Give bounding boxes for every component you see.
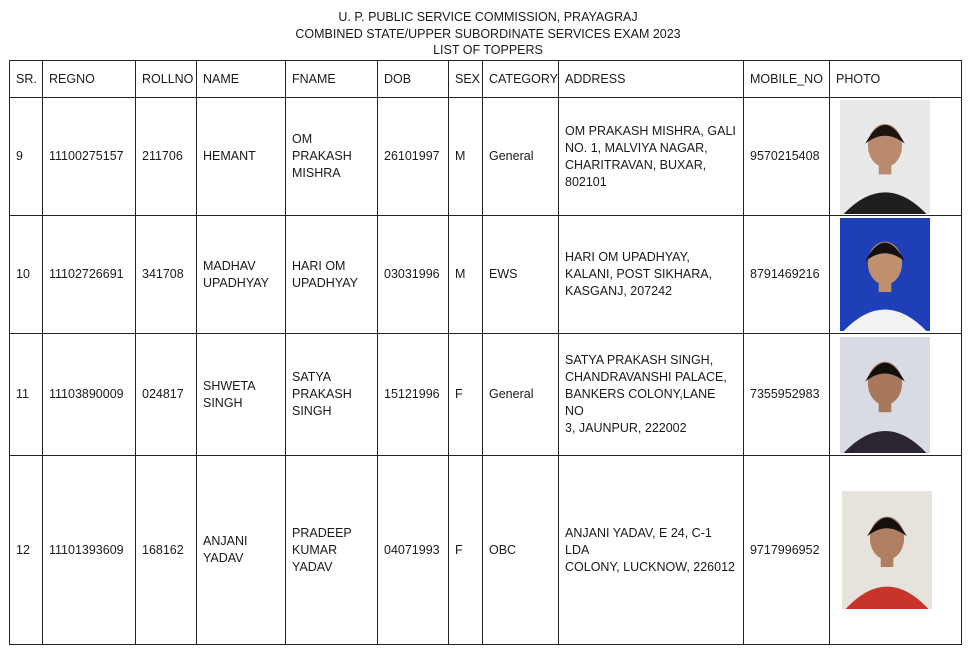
- fname-line: PRAKASH: [292, 149, 352, 163]
- address-line: NO. 1, MALVIYA NAGAR,: [565, 140, 708, 155]
- col-header-sr: SR.: [10, 61, 43, 98]
- cell-rollno: 211706: [136, 98, 197, 216]
- table-header-row: [10, 61, 962, 98]
- cell-photo: [830, 216, 962, 334]
- cell-rollno: 341708: [136, 216, 197, 334]
- table-row: [10, 456, 962, 645]
- address-line: CHANDRAVANSHI PALACE,: [565, 370, 727, 384]
- commission-title: U. P. PUBLIC SERVICE COMMISSION, PRAYAGRAJ: [338, 10, 638, 24]
- address-line: BANKERS COLONY,LANE NO: [565, 387, 716, 418]
- col-header-photo: PHOTO: [830, 61, 962, 98]
- candidate-photo: [840, 218, 930, 331]
- cell-regno: 11103890009: [43, 334, 136, 456]
- col-header-regno: REGNO: [43, 61, 136, 98]
- fname-line: KUMAR: [292, 542, 338, 557]
- address-line: KASGANJ, 207242: [565, 284, 673, 298]
- cell-name: [197, 98, 286, 216]
- document-header: [0, 9, 976, 59]
- col-header-address: ADDRESS: [559, 61, 744, 98]
- fname-line: UPADHYAY: [292, 275, 358, 290]
- cell-photo: [830, 334, 962, 456]
- address-line: CHARITRAVAN, BUXAR,: [565, 157, 707, 172]
- cell-photo: [830, 456, 962, 645]
- cell-sex: F: [449, 456, 483, 645]
- cell-category: General: [483, 98, 559, 216]
- col-header-name: NAME: [197, 61, 286, 98]
- address-line: ANJANI YADAV, E 24, C-1 LDA: [565, 526, 712, 557]
- col-header-rollno: ROLLNO: [136, 61, 197, 98]
- col-header-sex: SEX: [449, 61, 483, 98]
- candidate-photo: [842, 491, 932, 609]
- fname-line: PRAKASH: [292, 387, 352, 401]
- name-line: HEMANT: [203, 149, 256, 163]
- cell-sex: M: [449, 216, 483, 334]
- address-line: SATYA PRAKASH SINGH,: [565, 353, 714, 367]
- cell-dob: 15121996: [378, 334, 449, 456]
- address-line: 3, JAUNPUR, 222002: [565, 421, 687, 435]
- cell-sr: 10: [10, 216, 43, 334]
- fname-line: HARI OM: [292, 258, 346, 273]
- cell-sex: F: [449, 334, 483, 456]
- name-line: ANJANI: [203, 534, 248, 548]
- name-line: MADHAV: [203, 258, 256, 273]
- name-line: SHWETA: [203, 378, 256, 393]
- cell-mobile: 8791469216: [744, 216, 830, 334]
- fname-line: YADAV: [292, 559, 333, 574]
- table-row: [10, 334, 962, 456]
- col-header-category: CATEGORY: [483, 61, 559, 98]
- cell-mobile: 7355952983: [744, 334, 830, 456]
- candidate-photo: [840, 337, 930, 453]
- cell-name: [197, 456, 286, 645]
- fname-line: PRADEEP: [292, 525, 352, 540]
- exam-title: COMBINED STATE/UPPER SUBORDINATE SERVICES EXAM 2023: [295, 26, 681, 41]
- cell-sr: 9: [10, 98, 43, 216]
- cell-name: [197, 216, 286, 334]
- cell-fname: [286, 98, 378, 216]
- cell-sex: M: [449, 98, 483, 216]
- name-line: UPADHYAY: [203, 275, 269, 290]
- cell-fname: [286, 216, 378, 334]
- address-line: HARI OM UPADHYAY,: [565, 250, 690, 264]
- address-line: KALANI, POST SIKHARA,: [565, 267, 713, 281]
- cell-rollno: 168162: [136, 456, 197, 645]
- toppers-table: [9, 60, 962, 645]
- name-line: SINGH: [203, 395, 243, 410]
- cell-sr: 11: [10, 334, 43, 456]
- name-line: YADAV: [203, 551, 244, 565]
- cell-category: OBC: [483, 456, 559, 645]
- col-header-dob: DOB: [378, 61, 449, 98]
- col-header-mobile: MOBILE_NO: [744, 61, 830, 98]
- cell-dob: 26101997: [378, 98, 449, 216]
- cell-address: [559, 98, 744, 216]
- candidate-photo: [840, 100, 930, 214]
- cell-dob: 03031996: [378, 216, 449, 334]
- cell-regno: 11101393609: [43, 456, 136, 645]
- cell-regno: 11102726691: [43, 216, 136, 334]
- cell-category: General: [483, 334, 559, 456]
- cell-category: EWS: [483, 216, 559, 334]
- cell-photo: [830, 98, 962, 216]
- cell-address: [559, 456, 744, 645]
- list-title: LIST OF TOPPERS: [433, 43, 543, 57]
- cell-mobile: 9570215408: [744, 98, 830, 216]
- cell-address: [559, 334, 744, 456]
- fname-line: SINGH: [292, 404, 332, 418]
- cell-name: [197, 334, 286, 456]
- cell-rollno: 024817: [136, 334, 197, 456]
- cell-fname: [286, 456, 378, 645]
- address-line: 802101: [565, 174, 607, 189]
- col-header-fname: FNAME: [286, 61, 378, 98]
- cell-mobile: 9717996952: [744, 456, 830, 645]
- fname-line: SATYA: [292, 370, 332, 384]
- cell-address: [559, 216, 744, 334]
- table-row: [10, 216, 962, 334]
- table-row: [10, 98, 962, 216]
- cell-dob: 04071993: [378, 456, 449, 645]
- fname-line: MISHRA: [292, 166, 341, 180]
- cell-fname: [286, 334, 378, 456]
- address-line: OM PRAKASH MISHRA, GALI: [565, 123, 736, 138]
- cell-regno: 11100275157: [43, 98, 136, 216]
- cell-sr: 12: [10, 456, 43, 645]
- fname-line: OM: [292, 132, 313, 146]
- address-line: COLONY, LUCKNOW, 226012: [565, 560, 735, 574]
